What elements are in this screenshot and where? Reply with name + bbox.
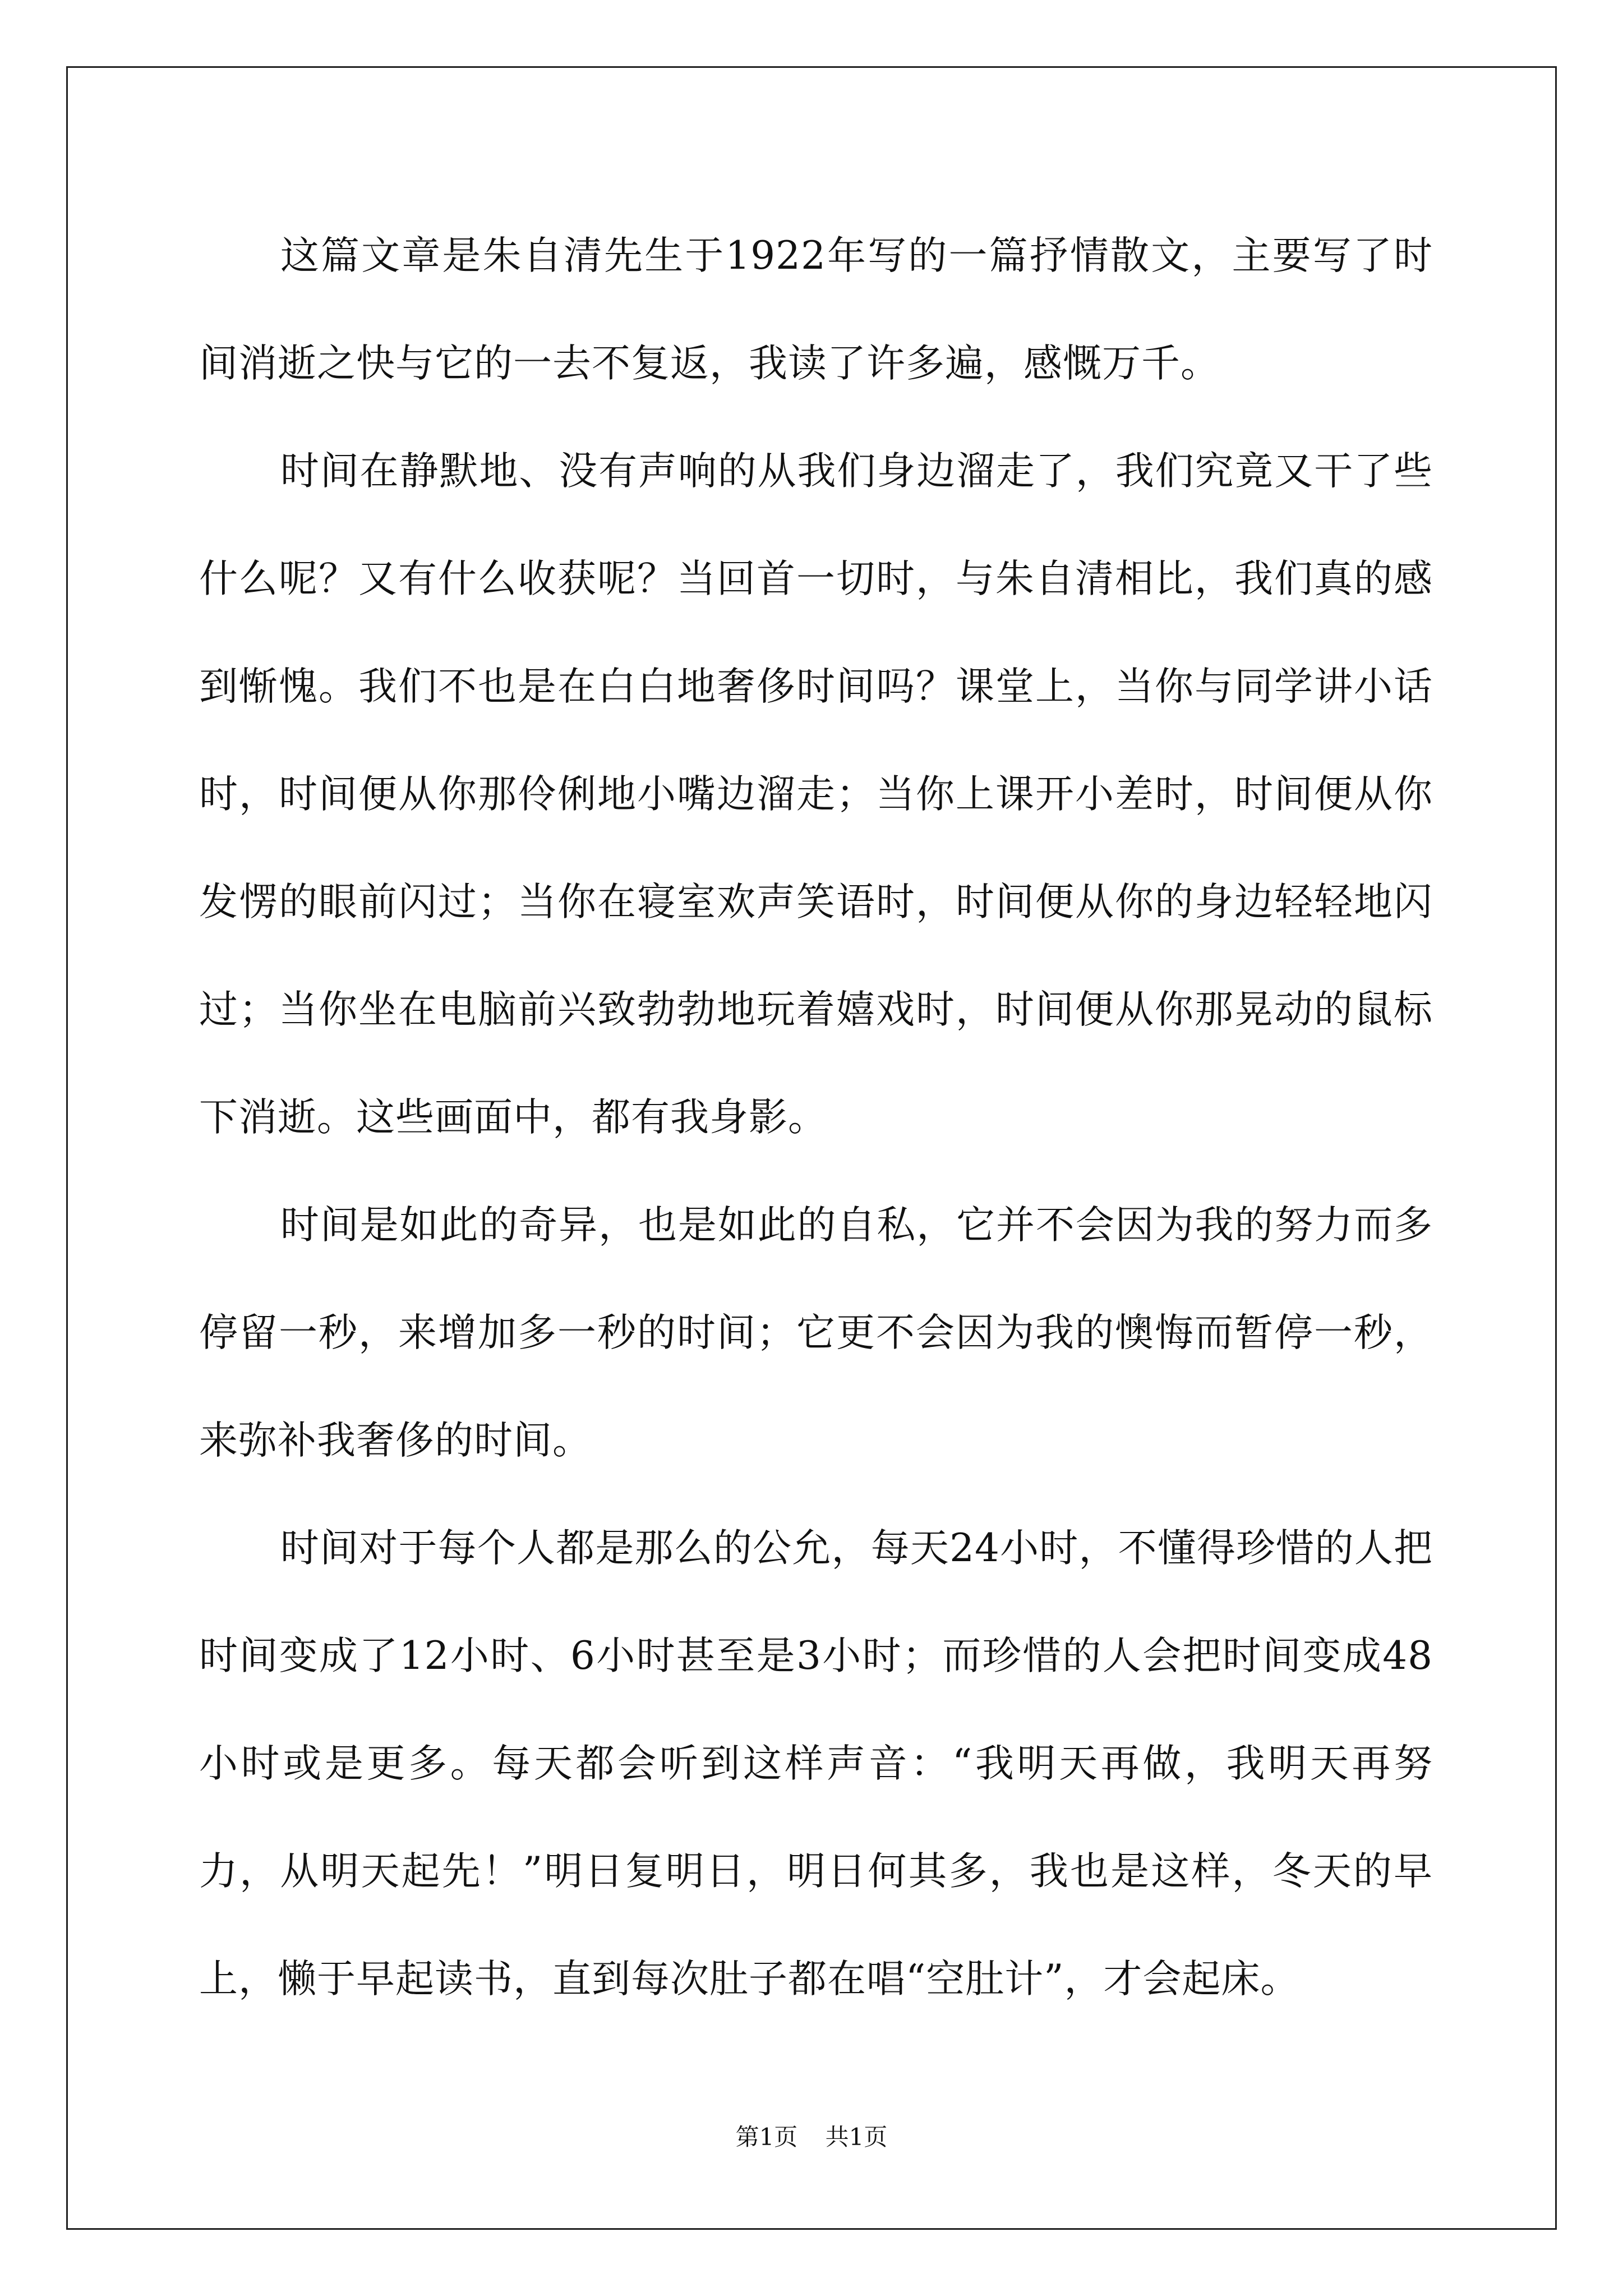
page-number-current: 第1页 <box>735 2123 798 2151</box>
paragraph-3: 时间是如此的奇异，也是如此的自私，它并不会因为我的努力而多停留一秒，来增加多一秒的时间；它更不会因为我的懊悔而暂停一秒，来弥补我奢侈的时间。 <box>199 1203 1433 1463</box>
page-footer <box>0 2120 1623 2154</box>
paragraph-1: 这篇文章是朱自清先生于1922年写的一篇抒情散文，主要写了时间消逝之快与它的一去不复返，我读了许多遍，感慨万千。 <box>199 233 1433 386</box>
document-body <box>199 202 1433 2033</box>
paragraph-2: 时间在静默地、没有声响的从我们身边溜走了，我们究竟又干了些什么呢？又有什么收获呢？当回首一切时，与朱自清相比，我们真的感到惭愧。我们不也是在白白地奢侈时间吗？课堂上，当你与同学讲小话时，时间便从你那伶俐地小嘴边溜走；当你上课开小差时，时间便从你发愣的眼前闪过；当你在寝室欢声笑语时，时间便从你的身边轻轻地闪过；当你坐在电脑前兴致勃勃地玩着嬉戏时，时间便从你那晃动的鼠标下消逝。这些画面中，都有我身影。 <box>199 449 1433 1140</box>
paragraph-4: 时间对于每个人都是那么的公允，每天24小时，不懂得珍惜的人把时间变成了12小时、6小时甚至是3小时；而珍惜的人会把时间变成48小时或是更多。每天都会听到这样声音：“我明天再做，我明天再努力，从明天起先！”明日复明日，明日何其多，我也是这样，冬天的早上，懒于早起读书，直到每次肚子都在唱“空肚计”，才会起床。 <box>199 1526 1433 2001</box>
page-number-total: 共1页 <box>825 2123 888 2151</box>
